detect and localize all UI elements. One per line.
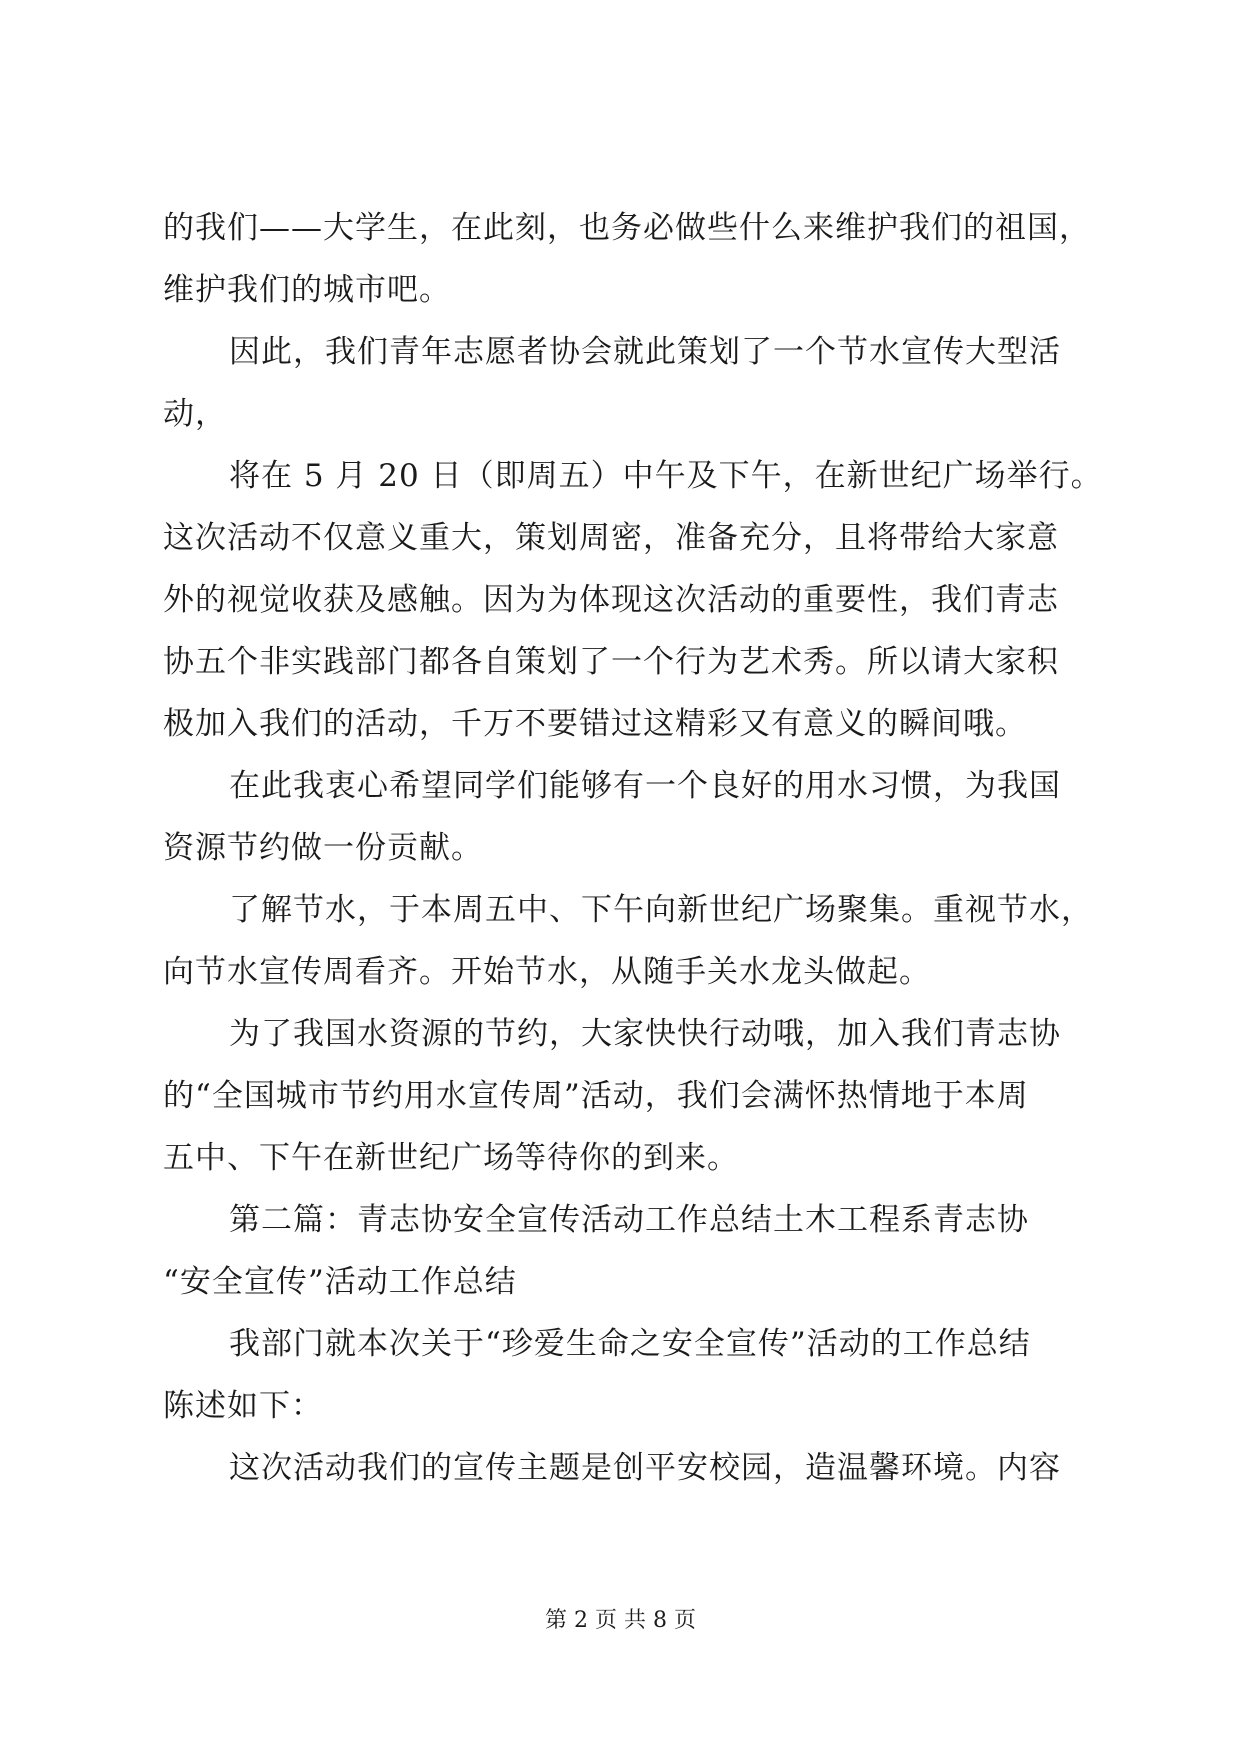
text-line: 动， [163, 396, 227, 432]
text-line: 的“全国城市节约用水宣传周”活动，我们会满怀热情地于本周 [163, 1078, 1029, 1114]
text-line: 我部门就本次关于“珍爱生命之安全宣传”活动的工作总结 [229, 1326, 1031, 1362]
text-line: 维护我们的城市吧。 [163, 272, 451, 308]
section-heading-line: 第二篇：青志协安全宣传活动工作总结土木工程系青志协 [229, 1202, 1029, 1238]
page-number-footer: 第 2 页 共 8 页 [545, 1608, 696, 1633]
text-line: 将在 5 月 20 日（即周五）中午及下午，在新世纪广场举行。 [229, 458, 1103, 494]
text-line: 资源节约做一份贡献。 [163, 830, 483, 866]
text-line: 向节水宣传周看齐。开始节水，从随手关水龙头做起。 [163, 954, 931, 990]
text-line: 在此我衷心希望同学们能够有一个良好的用水习惯，为我国 [229, 768, 1061, 804]
text-line: 陈述如下： [163, 1388, 323, 1424]
text-line: 为了我国水资源的节约，大家快快行动哦，加入我们青志协 [229, 1016, 1061, 1052]
document-body [163, 197, 1103, 1499]
text-line: 因此，我们青年志愿者协会就此策划了一个节水宣传大型活 [229, 334, 1061, 370]
text-line: 的我们——大学生，在此刻，也务必做些什么来维护我们的祖国， [163, 210, 1091, 246]
text-line: 这次活动不仅意义重大，策划周密，准备充分，且将带给大家意 [163, 520, 1059, 556]
text-line: 外的视觉收获及感触。因为为体现这次活动的重要性，我们青志 [163, 582, 1059, 618]
section-heading-line: “安全宣传”活动工作总结 [163, 1264, 517, 1300]
text-line: 了解节水，于本周五中、下午向新世纪广场聚集。重视节水， [229, 892, 1093, 928]
text-line: 极加入我们的活动，千万不要错过这精彩又有意义的瞬间哦。 [163, 706, 1027, 742]
text-line: 这次活动我们的宣传主题是创平安校园，造温馨环境。内容 [229, 1450, 1061, 1486]
text-line: 协五个非实践部门都各自策划了一个行为艺术秀。所以请大家积 [163, 644, 1059, 680]
text-line: 五中、下午在新世纪广场等待你的到来。 [163, 1140, 739, 1176]
